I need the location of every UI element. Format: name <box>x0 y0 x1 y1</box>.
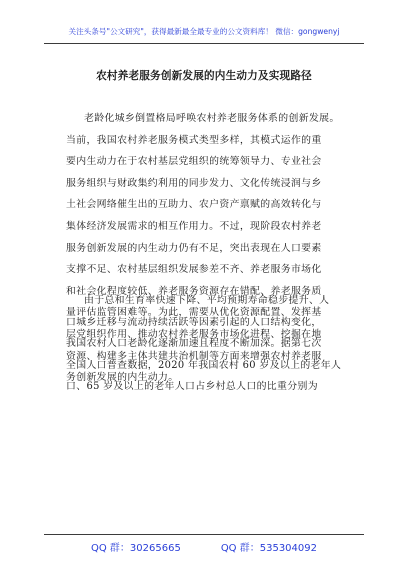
footer-qq-group-2: QQ 群：535304092 <box>220 543 317 554</box>
paragraph-line: 量评估监管困难等。为此，需要从优化资源配置、发挥基 <box>66 307 322 319</box>
paragraph-line: 层党组织作用、推动农村养老服务市场化进程、挖掘在地 <box>66 328 322 340</box>
paragraph-line: 服务组织与财政集约利用的同步发力、文化传统浸润与乡 <box>66 177 322 189</box>
paragraph-line: 口、65 岁及以上的老年人口占乡村总人口的比重分别为 <box>66 381 318 393</box>
paragraph-line: 和社会化程度较低、养老服务资源存在错配、养老服务质 <box>66 285 322 297</box>
paragraph-line: 要内生动力在于农村基层党组织的统筹领导力、专业社会 <box>66 156 322 168</box>
paragraph-line: 资源、构建多主体共建共治机制等方面来增强农村养老服 <box>66 350 322 362</box>
document-title: 农村养老服务创新发展的内生动力及实现路径 <box>96 70 312 82</box>
footer <box>0 539 408 554</box>
paragraph-line: 支撑不足、农村基层组织发展参差不齐、养老服务市场化 <box>66 264 322 276</box>
paragraph-line: 土社会网络催生出的互助力、农户资产禀赋的高效转化与 <box>66 199 322 211</box>
footer-divider <box>44 534 364 535</box>
header-divider <box>44 43 364 44</box>
paragraph-line: 当前，我国农村养老服务模式类型多样，其模式运作的重 <box>66 134 322 146</box>
paragraph-line: 务创新发展的内生动力。 <box>66 372 179 384</box>
paragraph-line: 集体经济发展需求的相互作用力。不过，现阶段农村养老 <box>66 220 322 232</box>
paragraph-line: 全国人口普查数据，2020 年我国农村 60 岁及以上的老年人 <box>66 359 342 371</box>
paragraph-line: 由于总和生育率快速下降、平均预期寿命稳步提升、人 <box>84 295 330 306</box>
header-banner: 关注头条号"公文研究"，获得最新最全最专业的公文资料库！ 微信：gongwenyj <box>68 27 340 36</box>
paragraph-line: 我国农村人口老龄化逐渐加速且程度不断加深。据第七次 <box>66 338 322 350</box>
paragraph-line: 口城乡迁移与流动持续活跃等因素引起的人口结构变化， <box>66 316 322 328</box>
paragraph-2 <box>66 290 362 398</box>
paragraph-line: 服务创新发展的内生动力仍有不足，突出表现在人口要素 <box>66 242 322 254</box>
footer-qq-group-1: QQ 群：30265665 <box>90 543 181 554</box>
paragraph-line: 老龄化城乡倒置格局呼唤农村养老服务体系的创新发展。 <box>84 113 340 124</box>
